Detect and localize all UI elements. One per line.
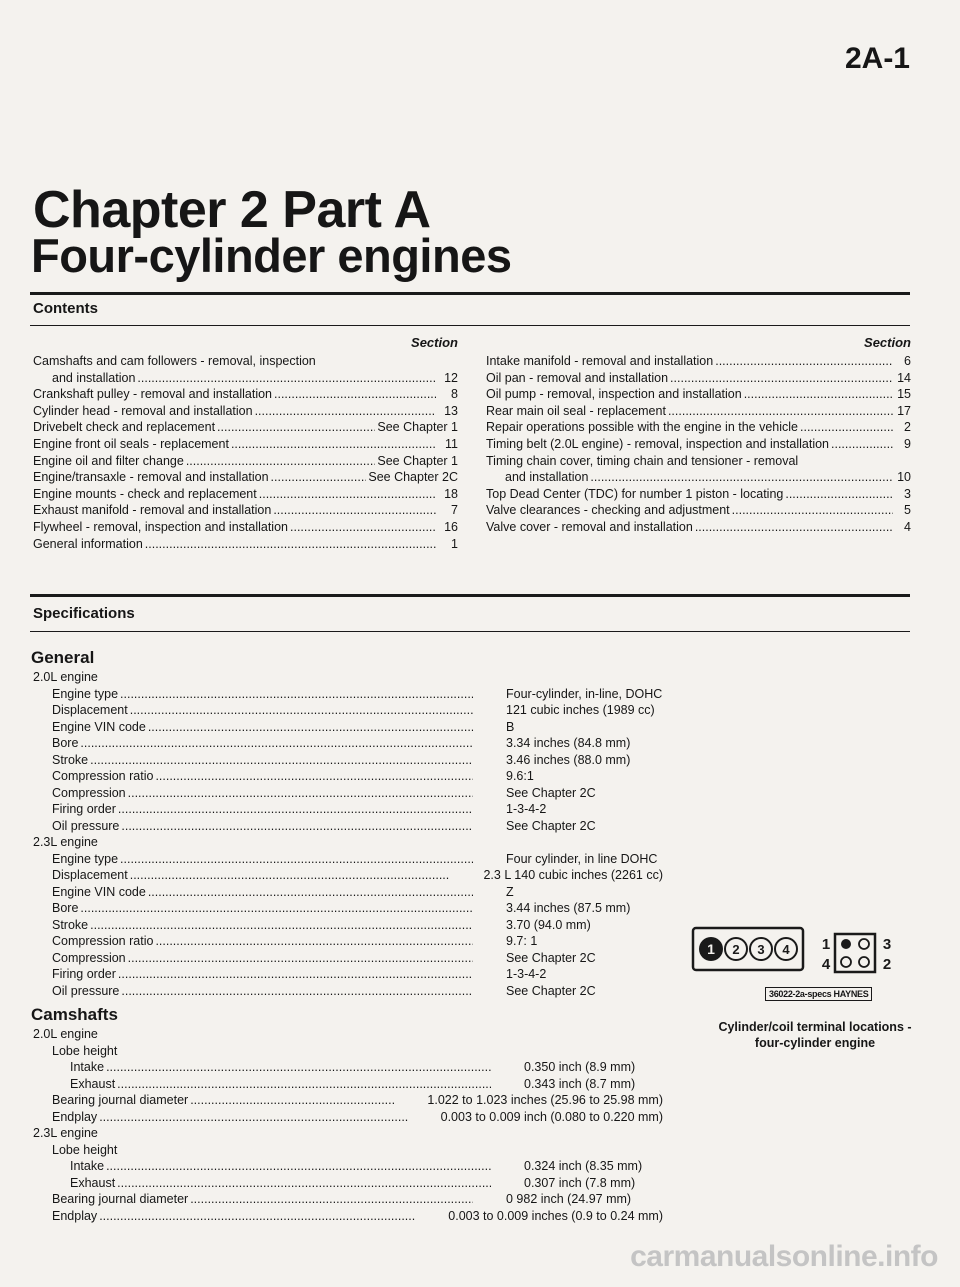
toc-entry bbox=[486, 386, 911, 403]
spec-label: Stroke bbox=[52, 752, 89, 767]
spec-value: Z bbox=[506, 884, 514, 899]
spec-label: Engine VIN code bbox=[52, 884, 146, 899]
spec-label-cell bbox=[33, 851, 475, 868]
dot-leader bbox=[106, 1059, 491, 1076]
cylinder-marker-4 bbox=[841, 957, 851, 967]
toc-entry-label: and installation bbox=[505, 470, 589, 485]
spec-row bbox=[33, 1208, 663, 1225]
spec-label: Displacement bbox=[52, 703, 128, 717]
toc-entry bbox=[33, 353, 458, 370]
toc-entry bbox=[33, 370, 458, 387]
dot-leader bbox=[259, 486, 436, 503]
rule-contents-top bbox=[30, 292, 910, 295]
spec-label: Endplay bbox=[52, 1208, 98, 1223]
spec-row bbox=[33, 768, 663, 785]
spec-label-cell bbox=[33, 950, 475, 967]
dot-leader bbox=[217, 419, 375, 436]
toc-entry-label: Engine/transaxle - removal and installation bbox=[33, 470, 269, 485]
spec-row bbox=[33, 719, 663, 736]
spec-row bbox=[33, 801, 663, 818]
spec-label-cell bbox=[33, 1142, 475, 1159]
dot-leader bbox=[273, 502, 436, 519]
toc-entry-label: Cylinder head - removal and installation bbox=[33, 403, 253, 418]
toc-entry-label: Camshafts and cam followers - removal, inspection bbox=[33, 354, 316, 368]
spec-value: 9.6:1 bbox=[506, 769, 534, 783]
dot-leader bbox=[715, 353, 893, 370]
toc-entry bbox=[486, 486, 911, 503]
chapter-title: Chapter 2 Part A bbox=[33, 181, 431, 239]
toc-entry-section: 8 bbox=[451, 387, 458, 402]
dot-leader bbox=[145, 536, 436, 553]
page-number: 2A-1 bbox=[844, 42, 910, 75]
spec-label-cell bbox=[33, 867, 452, 884]
toc-left-section-label: Section bbox=[411, 335, 458, 350]
spec-label-cell bbox=[33, 1191, 475, 1208]
dot-leader bbox=[106, 1158, 491, 1175]
spec-label: Compression ratio bbox=[52, 934, 154, 948]
toc-entry bbox=[486, 370, 911, 387]
spec-label: Intake bbox=[70, 1060, 105, 1074]
spec-label: Engine VIN code bbox=[52, 719, 146, 734]
toc-entry bbox=[33, 386, 458, 403]
spec-label: Stroke bbox=[52, 917, 89, 932]
spec-label: Endplay bbox=[52, 1109, 98, 1124]
dot-leader bbox=[155, 768, 473, 785]
toc-entry-section: 17 bbox=[897, 403, 911, 418]
rule-contents-bottom bbox=[30, 325, 910, 326]
toc-right bbox=[486, 353, 911, 536]
grid-label-bottom-right: 2 bbox=[882, 956, 892, 973]
contents-heading: Contents bbox=[33, 300, 98, 317]
spec-value: 0.003 to 0.009 inches (0.9 to 0.24 mm) bbox=[448, 1208, 663, 1223]
spec-value: B bbox=[506, 719, 515, 734]
spec-row bbox=[33, 1059, 663, 1076]
spec-value: 2.3 L 140 cubic inches (2261 cc) bbox=[483, 868, 663, 882]
toc-entry bbox=[33, 419, 458, 436]
spec-label: 2.3L engine bbox=[33, 1126, 98, 1140]
toc-entry-label: Crankshaft pulley - removal and installation bbox=[33, 387, 273, 402]
spec-label: Firing order bbox=[52, 802, 116, 816]
spec-value: 1.022 to 1.023 inches (25.96 to 25.98 mm) bbox=[427, 1093, 663, 1107]
spec-label: Lobe height bbox=[52, 1142, 118, 1157]
chapter-subtitle: Four-cylinder engines bbox=[31, 229, 512, 282]
spec-row bbox=[33, 1142, 663, 1159]
spec-row bbox=[33, 686, 663, 703]
dot-leader bbox=[190, 1092, 394, 1109]
spec-row bbox=[33, 1026, 663, 1043]
spec-label: Intake bbox=[70, 1159, 105, 1173]
spec-label: Compression bbox=[52, 950, 126, 965]
cylinder-marker-2 bbox=[859, 957, 869, 967]
spec-row bbox=[33, 1092, 663, 1109]
toc-entry bbox=[33, 519, 458, 536]
toc-entry-section: 15 bbox=[897, 387, 911, 402]
toc-entry-label: Exhaust manifold - removal and installation bbox=[33, 503, 272, 518]
toc-entry-label: Timing chain cover, timing chain and tensioner - removal bbox=[486, 453, 799, 468]
spec-value: 0.350 inch (8.9 mm) bbox=[524, 1060, 636, 1074]
spec-label-cell bbox=[33, 768, 475, 785]
toc-entry bbox=[486, 469, 911, 486]
spec-label: Compression bbox=[52, 785, 126, 800]
toc-entry-section: See Chapter 2C bbox=[368, 470, 458, 485]
dot-leader bbox=[785, 486, 893, 503]
toc-entry-label: Oil pan - removal and installation bbox=[486, 370, 669, 385]
spec-label: Exhaust bbox=[70, 1076, 116, 1091]
spec-row bbox=[33, 884, 663, 901]
coil-label-4: 4 bbox=[782, 942, 790, 957]
toc-entry-label: General information bbox=[33, 536, 143, 551]
spec-label: Bearing journal diameter bbox=[52, 1192, 189, 1206]
spec-row bbox=[33, 785, 663, 802]
spec-label-cell bbox=[33, 1026, 456, 1043]
toc-entry-section: 5 bbox=[904, 503, 911, 518]
dot-leader bbox=[130, 702, 473, 719]
toc-entry bbox=[486, 419, 911, 436]
spec-label-cell bbox=[33, 1125, 456, 1142]
toc-entry-label: Timing belt (2.0L engine) - removal, inspection and installation bbox=[486, 436, 830, 451]
dot-leader bbox=[271, 469, 367, 486]
diagram-caption-line-2: four-cylinder engine bbox=[754, 1036, 876, 1050]
toc-entry-label: Drivebelt check and replacement bbox=[33, 420, 216, 435]
spec-label-cell bbox=[33, 1092, 396, 1109]
spec-label-cell bbox=[33, 735, 475, 752]
camshafts-heading: Camshafts bbox=[31, 1005, 118, 1024]
spec-label: Compression ratio bbox=[52, 769, 154, 783]
spec-value: 1-3-4-2 bbox=[506, 802, 547, 816]
general-spec-list bbox=[33, 669, 663, 999]
dot-leader bbox=[128, 785, 473, 802]
dot-leader bbox=[255, 403, 436, 420]
toc-entry bbox=[33, 469, 458, 486]
toc-right-section-label: Section bbox=[864, 335, 911, 350]
toc-entry bbox=[486, 519, 911, 536]
spec-row bbox=[33, 735, 663, 752]
spec-row bbox=[33, 1175, 663, 1192]
dot-leader bbox=[118, 966, 473, 983]
spec-label-cell bbox=[33, 1175, 493, 1192]
spec-value: Four-cylinder, in-line, DOHC bbox=[506, 686, 663, 701]
spec-label: Engine type bbox=[52, 686, 119, 701]
dot-leader bbox=[130, 867, 451, 884]
toc-entry-label: Engine front oil seals - replacement bbox=[33, 436, 229, 451]
spec-value: 0.307 inch (7.8 mm) bbox=[524, 1175, 636, 1190]
spec-value: 0 982 inch (24.97 mm) bbox=[506, 1192, 632, 1206]
dot-leader bbox=[668, 403, 893, 420]
toc-entry-section: 4 bbox=[904, 519, 911, 534]
toc-entry-section: 2 bbox=[904, 420, 911, 435]
spec-value: 0.003 to 0.009 inch (0.080 to 0.220 mm) bbox=[440, 1109, 663, 1124]
spec-row bbox=[33, 1158, 663, 1175]
coil-terminal-diagram bbox=[690, 922, 905, 980]
spec-label-cell bbox=[33, 1059, 493, 1076]
dot-leader bbox=[117, 1076, 491, 1093]
dot-leader bbox=[274, 386, 436, 403]
spec-value: See Chapter 2C bbox=[506, 818, 596, 833]
dot-leader bbox=[290, 519, 436, 536]
spec-label: Bore bbox=[52, 736, 79, 750]
dot-leader bbox=[695, 519, 893, 536]
spec-label: Oil pressure bbox=[52, 983, 120, 998]
cylinder-layout-box bbox=[835, 934, 875, 972]
toc-entry-label: Top Dead Center (TDC) for number 1 piston - locating bbox=[486, 486, 784, 501]
spec-value: 0.343 inch (8.7 mm) bbox=[524, 1076, 636, 1091]
spec-value: See Chapter 2C bbox=[506, 785, 596, 800]
coil-label-1: 1 bbox=[707, 941, 715, 957]
dot-leader bbox=[590, 469, 893, 486]
spec-row bbox=[33, 917, 663, 934]
toc-entry-section: 10 bbox=[897, 470, 911, 485]
spec-value: 3.44 inches (87.5 mm) bbox=[506, 901, 631, 915]
toc-entry-section: 14 bbox=[897, 370, 911, 385]
diagram-caption bbox=[700, 1019, 930, 1051]
toc-entry bbox=[486, 353, 911, 370]
spec-value: See Chapter 2C bbox=[506, 983, 596, 998]
dot-leader bbox=[732, 502, 893, 519]
spec-value: 3.34 inches (84.8 mm) bbox=[506, 736, 631, 750]
cylinder-marker-1 bbox=[841, 939, 851, 949]
spec-value: 0.324 inch (8.35 mm) bbox=[524, 1159, 643, 1173]
toc-entry-label: Valve cover - removal and installation bbox=[486, 519, 693, 534]
toc-entry-section: 6 bbox=[904, 354, 911, 368]
dot-leader bbox=[120, 851, 473, 868]
spec-label-cell bbox=[33, 1109, 410, 1126]
spec-label-cell bbox=[33, 702, 475, 719]
spec-label-cell bbox=[33, 1208, 417, 1225]
spec-row bbox=[33, 1109, 663, 1126]
spec-label-cell bbox=[33, 1043, 475, 1060]
dot-leader bbox=[121, 818, 473, 835]
toc-entry bbox=[33, 453, 458, 470]
spec-value: 9.7: 1 bbox=[506, 934, 538, 948]
spec-row bbox=[33, 752, 663, 769]
toc-entry-section: 3 bbox=[904, 486, 911, 501]
spec-label-cell bbox=[33, 983, 475, 1000]
spec-label: Oil pressure bbox=[52, 818, 120, 833]
rule-specs-top bbox=[30, 594, 910, 597]
dot-leader bbox=[99, 1208, 415, 1225]
diagram-reference-code: 36022-2a-specs HAYNES bbox=[765, 987, 872, 1001]
spec-value: 1-3-4-2 bbox=[506, 967, 547, 981]
toc-entry bbox=[33, 436, 458, 453]
spec-row bbox=[33, 1076, 663, 1093]
spec-label-cell bbox=[33, 1158, 493, 1175]
coil-label-3: 3 bbox=[757, 942, 765, 957]
dot-leader bbox=[80, 900, 473, 917]
spec-label: Bearing journal diameter bbox=[52, 1093, 189, 1107]
spec-label-cell bbox=[33, 834, 456, 851]
spec-label-cell bbox=[33, 818, 475, 835]
spec-label-cell bbox=[33, 719, 475, 736]
dot-leader bbox=[90, 752, 473, 769]
spec-value: 3.46 inches (88.0 mm) bbox=[506, 752, 631, 767]
spec-label-cell bbox=[33, 917, 475, 934]
spec-label: 2.3L engine bbox=[33, 835, 98, 849]
toc-entry-section: 12 bbox=[444, 370, 458, 385]
spec-label: Bore bbox=[52, 901, 79, 915]
spec-label-cell bbox=[33, 900, 475, 917]
spec-label-cell bbox=[33, 669, 456, 686]
spec-value: 121 cubic inches (1989 cc) bbox=[506, 703, 655, 717]
diagram-caption-line-1: Cylinder/coil terminal locations - bbox=[718, 1020, 912, 1034]
dot-leader bbox=[155, 933, 473, 950]
spec-value: 3.70 (94.0 mm) bbox=[506, 917, 591, 932]
dot-leader bbox=[186, 453, 376, 470]
toc-entry bbox=[486, 436, 911, 453]
dot-leader bbox=[121, 983, 473, 1000]
toc-entry-section: See Chapter 1 bbox=[377, 453, 458, 468]
dot-leader bbox=[231, 436, 436, 453]
dot-leader bbox=[831, 436, 893, 453]
spec-label-cell bbox=[33, 785, 475, 802]
toc-entry bbox=[486, 453, 911, 470]
dot-leader bbox=[670, 370, 893, 387]
spec-row bbox=[33, 966, 663, 983]
toc-entry-label: Intake manifold - removal and installation bbox=[486, 354, 714, 368]
toc-entry-label: Flywheel - removal, inspection and installation bbox=[33, 519, 288, 534]
toc-entry-label: Oil pump - removal, inspection and installation bbox=[486, 387, 742, 402]
spec-label-cell bbox=[33, 801, 475, 818]
spec-label-cell bbox=[33, 752, 475, 769]
spec-label: Firing order bbox=[52, 967, 116, 981]
toc-entry-label: Valve clearances - checking and adjustment bbox=[486, 503, 730, 518]
toc-entry-section: 16 bbox=[444, 519, 458, 534]
toc-entry-section: 7 bbox=[451, 503, 458, 518]
dot-leader bbox=[148, 719, 473, 736]
spec-row bbox=[33, 834, 663, 851]
toc-entry-section: See Chapter 1 bbox=[377, 420, 458, 435]
dot-leader bbox=[117, 1175, 491, 1192]
spec-label-cell bbox=[33, 1076, 493, 1093]
spec-label-cell bbox=[33, 933, 475, 950]
spec-row bbox=[33, 818, 663, 835]
camshaft-spec-list bbox=[33, 1026, 663, 1224]
dot-leader bbox=[80, 735, 473, 752]
dot-leader bbox=[120, 686, 473, 703]
spec-label-cell bbox=[33, 884, 475, 901]
dot-leader bbox=[137, 370, 436, 387]
spec-label: Exhaust bbox=[70, 1175, 116, 1190]
spec-label: 2.0L engine bbox=[33, 670, 98, 684]
spec-row bbox=[33, 867, 663, 884]
grid-label-bottom-left: 4 bbox=[821, 956, 831, 973]
spec-label: Displacement bbox=[52, 868, 128, 882]
spec-row bbox=[33, 950, 663, 967]
dot-leader bbox=[190, 1191, 473, 1208]
toc-entry-label: Rear main oil seal - replacement bbox=[486, 403, 666, 418]
spec-label: Lobe height bbox=[52, 1043, 118, 1058]
cylinder-marker-3 bbox=[859, 939, 869, 949]
spec-row bbox=[33, 851, 663, 868]
toc-entry-label: and installation bbox=[52, 370, 136, 385]
spec-row bbox=[33, 1125, 663, 1142]
spec-label-cell bbox=[33, 686, 475, 703]
grid-label-top-left: 1 bbox=[821, 936, 831, 953]
spec-value: See Chapter 2C bbox=[506, 950, 596, 965]
toc-entry bbox=[486, 403, 911, 420]
dot-leader bbox=[118, 801, 473, 818]
toc-entry-section: 11 bbox=[445, 436, 458, 451]
dot-leader bbox=[128, 950, 473, 967]
toc-entry-section: 1 bbox=[451, 536, 458, 551]
toc-entry-section: 13 bbox=[444, 403, 458, 418]
grid-label-top-right: 3 bbox=[882, 936, 892, 953]
dot-leader bbox=[744, 386, 893, 403]
dot-leader bbox=[800, 419, 893, 436]
spec-label-cell bbox=[33, 966, 475, 983]
toc-entry-label: Engine mounts - check and replacement bbox=[33, 486, 257, 501]
spec-row bbox=[33, 933, 663, 950]
spec-row bbox=[33, 702, 663, 719]
toc-entry bbox=[33, 486, 458, 503]
toc-entry-label: Repair operations possible with the engine in the vehicle bbox=[486, 420, 798, 435]
general-heading: General bbox=[31, 648, 95, 667]
spec-value: Four cylinder, in line DOHC bbox=[506, 851, 658, 866]
coil-label-2: 2 bbox=[732, 942, 740, 957]
spec-row bbox=[33, 1043, 663, 1060]
toc-entry-section: 9 bbox=[904, 436, 911, 451]
rule-specs-bottom bbox=[30, 631, 910, 632]
toc-entry-section: 18 bbox=[444, 486, 458, 501]
spec-row bbox=[33, 983, 663, 1000]
dot-leader bbox=[99, 1109, 407, 1126]
toc-entry bbox=[33, 536, 458, 553]
dot-leader bbox=[148, 884, 473, 901]
toc-entry-label: Engine oil and filter change bbox=[33, 453, 184, 468]
toc-left bbox=[33, 353, 458, 552]
toc-entry bbox=[33, 502, 458, 519]
toc-entry bbox=[33, 403, 458, 420]
toc-entry bbox=[486, 502, 911, 519]
spec-row bbox=[33, 669, 663, 686]
spec-row bbox=[33, 1191, 663, 1208]
specifications-heading: Specifications bbox=[33, 605, 135, 622]
spec-label: 2.0L engine bbox=[33, 1027, 98, 1041]
dot-leader bbox=[90, 917, 473, 934]
footer-watermark: carmanualsonline.info bbox=[630, 1240, 938, 1273]
spec-label: Engine type bbox=[52, 851, 119, 866]
spec-row bbox=[33, 900, 663, 917]
